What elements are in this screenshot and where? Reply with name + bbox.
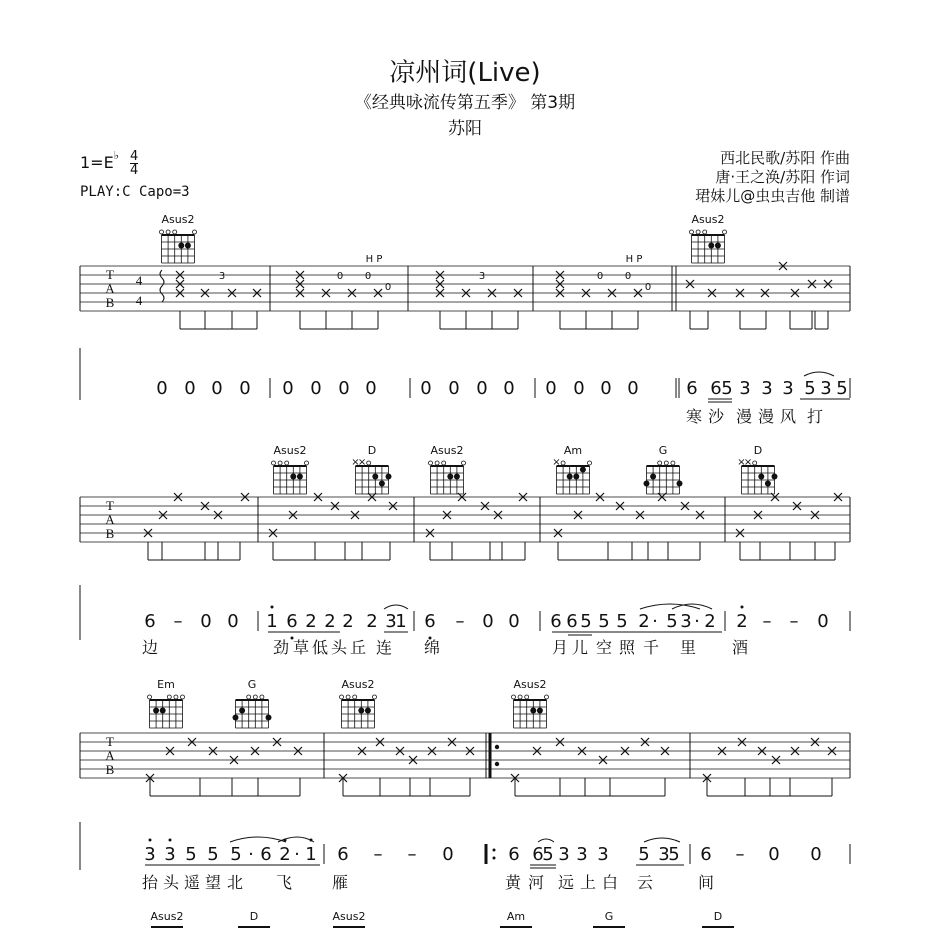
open-string-marker xyxy=(588,461,592,465)
jianpu-note: · xyxy=(694,611,700,632)
tab-time-top: 4 xyxy=(135,273,143,288)
chord-finger-dot xyxy=(644,481,650,487)
jianpu-note: – xyxy=(373,844,383,865)
chord-finger-dot xyxy=(758,474,764,480)
song-subtitle: 《经典咏流传第五季》 第3期 xyxy=(354,93,576,113)
chord-name-asus2: Asus2 xyxy=(161,213,195,226)
repeat-dot-notation xyxy=(493,849,496,852)
hammer-pull-label: H P xyxy=(365,254,383,265)
open-string-marker xyxy=(525,695,529,699)
jianpu-note: 0 xyxy=(508,611,520,632)
jianpu-note: – xyxy=(173,611,183,632)
lyric-syllable: 上 xyxy=(579,873,597,892)
jianpu-note: 0 xyxy=(817,611,829,632)
flat-sign: ♭ xyxy=(113,149,119,162)
lyric-syllable: 儿 xyxy=(571,638,589,657)
credit-transcriber: 珺妹儿@虫虫吉他 制谱 xyxy=(695,187,850,205)
jianpu-note: 0 xyxy=(420,378,432,399)
tab-fret-number: 0 xyxy=(364,271,372,282)
open-string-marker xyxy=(753,461,757,465)
jianpu-note: 5 xyxy=(580,611,592,632)
jianpu-note: – xyxy=(789,611,799,632)
lyric-syllable: 打 xyxy=(806,407,824,426)
jianpu-note: 2 xyxy=(736,611,748,632)
lyric-syllable: 沙 xyxy=(707,407,725,426)
jianpu-note: 5 xyxy=(668,844,680,865)
jianpu-note: 6 xyxy=(700,844,712,865)
octave-dot-high xyxy=(271,606,274,609)
open-string-marker xyxy=(703,230,707,234)
chord-finger-dot xyxy=(160,708,166,714)
chord-finger-dot xyxy=(358,708,364,714)
chord-name-d: D xyxy=(753,444,763,457)
jianpu-note: 0 xyxy=(600,378,612,399)
chord-name-bottom: Am xyxy=(506,910,526,923)
chord-finger-dot xyxy=(365,708,371,714)
jianpu-note: 5 xyxy=(598,611,610,632)
time-signature-top: 4 xyxy=(130,149,139,164)
lyric-syllable: 里 xyxy=(679,638,697,657)
lyric-syllable: 远 xyxy=(557,873,575,892)
jianpu-note: 3 xyxy=(164,844,176,865)
open-string-marker xyxy=(167,695,171,699)
chord-name-bottom: G xyxy=(604,910,614,923)
lyric-syllable: 低 xyxy=(311,638,329,657)
jianpu-note: 0 xyxy=(442,844,454,865)
chord-finger-dot xyxy=(573,474,579,480)
jianpu-note: 3 xyxy=(782,378,794,399)
open-string-marker xyxy=(173,230,177,234)
chord-finger-dot xyxy=(297,474,303,480)
jianpu-note: 6 xyxy=(144,611,156,632)
tab-clef-letter: A xyxy=(105,748,115,763)
octave-dot-high xyxy=(741,606,744,609)
lyric-syllable: 北 xyxy=(226,873,244,892)
jianpu-note: 3 xyxy=(761,378,773,399)
jianpu-note: 2 xyxy=(342,611,354,632)
open-string-marker xyxy=(690,230,694,234)
jianpu-note: 5 xyxy=(207,844,219,865)
lyric-syllable: 头 xyxy=(162,873,180,892)
jianpu-note: 5 xyxy=(721,378,733,399)
tie-arc xyxy=(230,837,286,842)
jianpu-note: 2 xyxy=(366,611,378,632)
jianpu-note: 1 xyxy=(305,844,317,865)
jianpu-note: – xyxy=(407,844,417,865)
chord-finger-dot xyxy=(266,715,272,721)
chord-finger-dot xyxy=(447,474,453,480)
jianpu-note: 0 xyxy=(768,844,780,865)
open-string-marker xyxy=(285,461,289,465)
jianpu-note: · xyxy=(294,844,300,865)
tab-clef-letter: B xyxy=(105,526,115,541)
lyric-syllable: 边 xyxy=(141,638,159,657)
jianpu-note: 3 xyxy=(385,611,397,632)
jianpu-note: 3 xyxy=(558,844,570,865)
jianpu-note: 0 xyxy=(282,378,294,399)
credit-lyricist: 唐·王之涣/苏阳 作词 xyxy=(715,168,850,186)
open-string-marker xyxy=(193,230,197,234)
chord-finger-dot xyxy=(386,474,392,480)
jianpu-note: 0 xyxy=(365,378,377,399)
lyric-syllable: 遥 xyxy=(183,873,201,892)
repeat-dot xyxy=(495,762,499,766)
jianpu-note: 6 xyxy=(337,844,349,865)
lyric-syllable: 漫 xyxy=(757,407,775,426)
jianpu-note: 2 xyxy=(704,611,716,632)
jianpu-note: 0 xyxy=(200,611,212,632)
jianpu-note: 0 xyxy=(503,378,515,399)
lyric-syllable: 照 xyxy=(618,638,636,657)
jianpu-note: 0 xyxy=(448,378,460,399)
open-string-marker xyxy=(671,461,675,465)
chord-finger-dot xyxy=(708,243,714,249)
octave-dot-high xyxy=(149,839,152,842)
lyric-syllable: 头 xyxy=(330,638,348,657)
tab-fret-number: 0 xyxy=(644,282,652,293)
open-string-marker xyxy=(512,695,516,699)
chord-finger-dot xyxy=(580,467,586,473)
jianpu-note: 0 xyxy=(184,378,196,399)
chord-name-asus2: Asus2 xyxy=(430,444,464,457)
play-capo-info: PLAY:C Capo=3 xyxy=(80,184,190,200)
jianpu-note: 3 xyxy=(658,844,670,865)
lyric-syllable: 飞 xyxy=(275,873,293,892)
tab-fret-number: 0 xyxy=(596,271,604,282)
chord-name-bottom: Asus2 xyxy=(332,910,366,923)
open-string-marker xyxy=(305,461,309,465)
tie-arc xyxy=(804,372,834,376)
open-string-marker xyxy=(442,461,446,465)
lyric-syllable: 连 xyxy=(375,638,393,657)
chord-finger-dot xyxy=(537,708,543,714)
key-label: 1=E xyxy=(80,153,114,172)
muted-string-marker: × xyxy=(357,457,367,468)
lyric-syllable: 抬 xyxy=(141,873,159,892)
lyric-syllable: 月 xyxy=(551,638,569,657)
jianpu-note: 0 xyxy=(239,378,251,399)
chord-finger-dot xyxy=(567,474,573,480)
muted-string-marker: × xyxy=(552,457,561,468)
open-string-marker xyxy=(278,461,282,465)
chord-finger-dot xyxy=(153,708,159,714)
chord-name-asus2: Asus2 xyxy=(513,678,547,691)
lyric-syllable: 千 xyxy=(642,638,660,657)
lyric-syllable: 劲 xyxy=(272,638,290,657)
tab-fret-number: 3 xyxy=(218,271,226,282)
jianpu-note: 6 xyxy=(286,611,298,632)
chord-name-asus2: Asus2 xyxy=(341,678,375,691)
open-string-marker xyxy=(435,461,439,465)
jianpu-note: 0 xyxy=(627,378,639,399)
tab-fret-number: 0 xyxy=(336,271,344,282)
jianpu-note: 6 xyxy=(424,611,436,632)
jianpu-note: 0 xyxy=(227,611,239,632)
chord-name-asus2: Asus2 xyxy=(691,213,725,226)
chord-finger-dot xyxy=(765,481,771,487)
jianpu-note: 0 xyxy=(156,378,168,399)
chord-finger-dot xyxy=(650,474,656,480)
lyric-syllable: 漫 xyxy=(735,407,753,426)
jianpu-note: 3 xyxy=(576,844,588,865)
chord-name-bottom: D xyxy=(249,910,259,923)
lyric-syllable: 白 xyxy=(601,873,619,892)
chord-finger-dot xyxy=(290,474,296,480)
jianpu-note: 6 xyxy=(260,844,272,865)
chord-finger-dot xyxy=(772,474,778,480)
repeat-dot xyxy=(495,745,499,749)
chord-finger-dot xyxy=(372,474,378,480)
jianpu-note: 6 xyxy=(686,378,698,399)
tie-arc xyxy=(644,838,680,842)
chord-name-d: D xyxy=(367,444,377,457)
jianpu-note: 0 xyxy=(573,378,585,399)
lyric-syllable: 风 xyxy=(779,407,797,426)
lyric-syllable: 云 xyxy=(636,873,654,892)
jianpu-note: 0 xyxy=(211,378,223,399)
repeat-dot-notation xyxy=(493,857,496,860)
jianpu-note: 0 xyxy=(310,378,322,399)
open-string-marker xyxy=(253,695,257,699)
lyric-syllable: 寒 xyxy=(685,407,703,426)
muted-string-marker: × xyxy=(743,457,753,468)
jianpu-note: 0 xyxy=(338,378,350,399)
open-string-marker xyxy=(160,230,164,234)
open-string-marker xyxy=(696,230,700,234)
open-string-marker xyxy=(429,461,433,465)
octave-dot-high xyxy=(169,839,172,842)
jianpu-note: 1 xyxy=(266,611,278,632)
open-string-marker xyxy=(247,695,251,699)
lyric-syllable: 酒 xyxy=(731,638,749,657)
jianpu-note: 0 xyxy=(810,844,822,865)
hammer-pull-label: H P xyxy=(625,254,643,265)
jianpu-note: 3 xyxy=(680,611,692,632)
chord-finger-dot xyxy=(233,715,239,721)
time-signature-bottom: 4 xyxy=(130,163,139,178)
jianpu-note: 5 xyxy=(616,611,628,632)
tab-fret-number: 0 xyxy=(384,282,392,293)
jianpu-note: 6 xyxy=(566,611,578,632)
jianpu-note: 6 xyxy=(508,844,520,865)
open-string-marker xyxy=(272,461,276,465)
jianpu-note: 5 xyxy=(542,844,554,865)
lyric-syllable: 望 xyxy=(204,873,222,892)
lyric-syllable: 黄 xyxy=(504,873,522,892)
jianpu-note: 5 xyxy=(638,844,650,865)
chord-finger-dot xyxy=(677,481,683,487)
tab-clef-letter: T xyxy=(106,734,114,749)
jianpu-note: 6 xyxy=(550,611,562,632)
open-string-marker xyxy=(561,461,565,465)
jianpu-note: 5 xyxy=(230,844,242,865)
tab-clef-letter: A xyxy=(105,512,115,527)
chord-finger-dot xyxy=(185,243,191,249)
open-string-marker xyxy=(148,695,152,699)
jianpu-note: 2 xyxy=(279,844,291,865)
open-string-marker xyxy=(373,695,377,699)
lyric-syllable: 河 xyxy=(527,873,545,892)
lyric-syllable: 间 xyxy=(697,873,715,892)
jianpu-note: 6 xyxy=(710,378,722,399)
tie-arc xyxy=(384,605,408,609)
open-string-marker xyxy=(723,230,727,234)
open-string-marker xyxy=(353,695,357,699)
song-artist: 苏阳 xyxy=(448,119,482,139)
tie-arc xyxy=(640,604,700,609)
lyric-syllable: 丘 xyxy=(349,638,367,657)
jianpu-note: 5 xyxy=(836,378,848,399)
open-string-marker xyxy=(367,461,371,465)
open-string-marker xyxy=(545,695,549,699)
muted-string-marker: × xyxy=(351,457,360,468)
credit-composer: 西北民歌/苏阳 作曲 xyxy=(720,149,850,167)
jianpu-note: 3 xyxy=(820,378,832,399)
open-string-marker xyxy=(346,695,350,699)
tab-clef-letter: T xyxy=(106,498,114,513)
chord-name-am: Am xyxy=(563,444,583,457)
lyric-syllable: 绵 xyxy=(423,638,441,657)
muted-string-marker: × xyxy=(737,457,746,468)
chord-name-g: G xyxy=(658,444,668,457)
jianpu-note: – xyxy=(762,611,772,632)
lyric-syllable: 雁 xyxy=(331,873,349,892)
jianpu-note: 0 xyxy=(482,611,494,632)
open-string-marker xyxy=(664,461,668,465)
jianpu-note: 1 xyxy=(395,611,407,632)
song-title: 凉州词(Live) xyxy=(389,58,541,88)
jianpu-note: 3 xyxy=(144,844,156,865)
open-string-marker xyxy=(518,695,522,699)
tab-clef-letter: B xyxy=(105,295,115,310)
octave-dot-high xyxy=(284,839,287,842)
tab-clef-letter: A xyxy=(105,281,115,296)
jianpu-note: 3 xyxy=(597,844,609,865)
jianpu-note: 2 xyxy=(305,611,317,632)
lyric-syllable: 空 xyxy=(595,638,613,657)
jianpu-note: 6 xyxy=(532,844,544,865)
chord-name-bottom: Asus2 xyxy=(150,910,184,923)
jianpu-note: – xyxy=(735,844,745,865)
chord-finger-dot xyxy=(178,243,184,249)
jianpu-note: 3 xyxy=(739,378,751,399)
chord-finger-dot xyxy=(239,708,245,714)
jianpu-note: 5 xyxy=(804,378,816,399)
chord-finger-dot xyxy=(715,243,721,249)
jianpu-note: – xyxy=(455,611,465,632)
chord-finger-dot xyxy=(379,481,385,487)
open-string-marker xyxy=(658,461,662,465)
jianpu-note: 5 xyxy=(185,844,197,865)
jianpu-note: 5 xyxy=(666,611,678,632)
tab-clef-letter: B xyxy=(105,762,115,777)
open-string-marker xyxy=(181,695,185,699)
jianpu-note: · xyxy=(248,844,254,865)
lyric-syllable: 草 xyxy=(292,638,310,657)
chord-name-asus2: Asus2 xyxy=(273,444,307,457)
jianpu-note: 0 xyxy=(476,378,488,399)
tab-fret-number: 0 xyxy=(624,271,632,282)
chord-finger-dot xyxy=(454,474,460,480)
open-string-marker xyxy=(340,695,344,699)
chord-name-em: Em xyxy=(157,678,175,691)
chord-finger-dot xyxy=(530,708,536,714)
chord-name-bottom: D xyxy=(713,910,723,923)
open-string-marker xyxy=(166,230,170,234)
octave-dot-high xyxy=(310,839,313,842)
open-string-marker xyxy=(462,461,466,465)
tab-clef-letter: T xyxy=(106,267,114,282)
open-string-marker xyxy=(260,695,264,699)
chord-name-g: G xyxy=(247,678,257,691)
jianpu-note: · xyxy=(652,611,658,632)
tab-fret-number: 3 xyxy=(478,271,486,282)
open-string-marker xyxy=(174,695,178,699)
tab-time-bottom: 4 xyxy=(135,293,143,308)
jianpu-note: 2 xyxy=(324,611,336,632)
jianpu-note: 0 xyxy=(545,378,557,399)
jianpu-note: 2 xyxy=(638,611,650,632)
tie-arc xyxy=(538,839,554,842)
